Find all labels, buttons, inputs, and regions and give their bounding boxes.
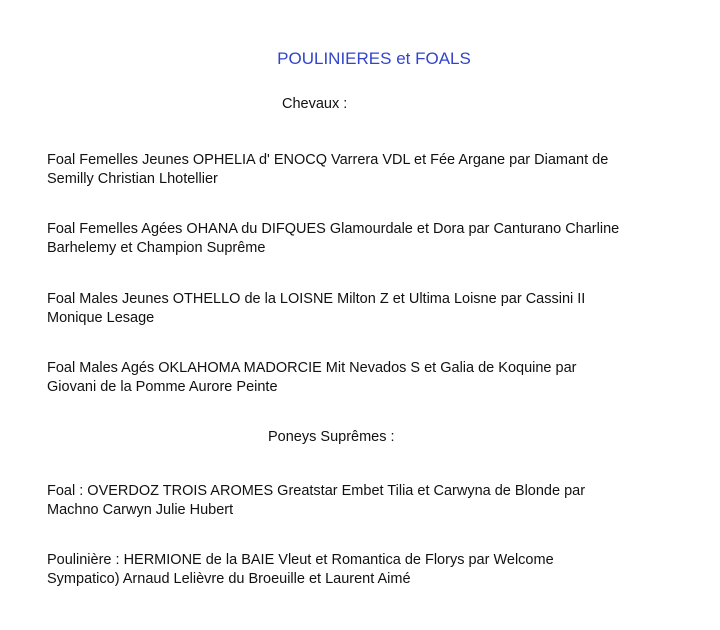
entry-foal-males-jeunes [47,290,707,328]
page-title: POULINIERES et FOALS [277,49,471,68]
entry-pouliniere-poney [47,551,707,589]
entry-foal-femelles-agees [47,220,707,258]
entry-line: Poulinière : HERMIONE de la BAIE Vleut et Romantica de Florys par Welcome [47,552,554,568]
entry-line: Foal : OVERDOZ TROIS AROMES Greatstar Embet Tilia et Carwyna de Blonde par [47,483,586,499]
entry-line: Semilly Christian Lhotellier [47,171,218,187]
section-heading-chevaux: Chevaux : [282,96,348,112]
entry-line: Foal Males Agés OKLAHOMA MADORCIE Mit Nevados S et Galia de Koquine par [47,360,577,376]
entry-line: Monique Lesage [47,310,155,326]
entry-line: Foal Males Jeunes OTHELLO de la LOISNE Milton Z et Ultima Loisne par Cassini II [47,291,586,307]
entry-line: Sympatico) Arnaud Lelièvre du Broeuille et Laurent Aimé [47,571,411,587]
entry-line: Giovani de la Pomme Aurore Peinte [47,379,278,395]
section-heading-poneys: Poneys Suprêmes : [268,429,395,445]
entry-foal-poney [47,482,707,520]
entry-line: Barhelemy et Champion Suprême [47,240,266,256]
entry-line: Machno Carwyn Julie Hubert [47,502,234,518]
entry-foal-males-ages [47,359,707,397]
entry-foal-femelles-jeunes [47,151,707,189]
entry-line: Foal Femelles Agées OHANA du DIFQUES Glamourdale et Dora par Canturano Charline [47,221,620,237]
entry-line: Foal Femelles Jeunes OPHELIA d' ENOCQ Varrera VDL et Fée Argane par Diamant de [47,152,609,168]
